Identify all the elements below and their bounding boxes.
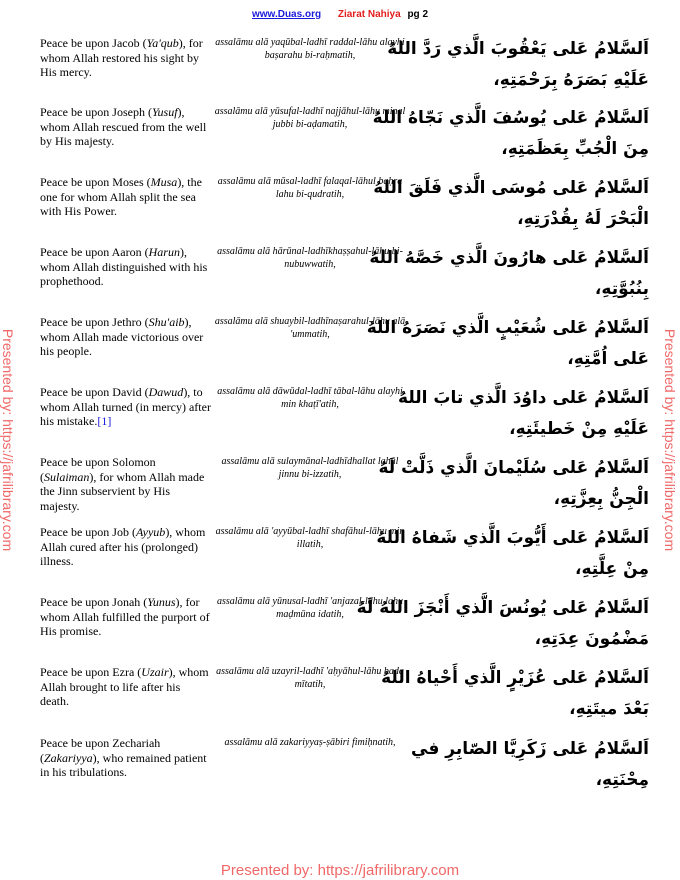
prophet-name: Ayyub [135,525,166,539]
arabic-text [378,453,649,515]
arabic-line-2: مِنْ عِلَّتِهِ، [574,559,649,579]
arabic-line-1: اَلسَّلامُ عَلى مُوسَى الَّذي فَلَقَ اللهُ [373,178,649,198]
arabic-line-2: بَعْدَ ميتَتِهِ، [569,699,649,719]
transliteration: assalāmu alā yūsufal-ladhī najjāhul-lāhu minal jubbi bi-aḍamatih, [214,106,406,130]
dua-row [0,245,680,311]
arabic-line-1: اَلسَّلامُ عَلى يُونُسَ الَّذي أَنْجَزَ اللهُ لَهُ [356,598,649,618]
dua-row [0,665,680,731]
translation-text-end: ), for whom Allah made the Jinn subservient by His majesty. [40,469,205,513]
english-translation [40,595,212,639]
english-translation [40,665,212,709]
prophet-name: Harun [148,245,180,259]
prophet-name: Shu'aib [148,315,185,329]
translation-text-start: Peace be upon Job ( [40,525,136,539]
translation-text-end: ), whom Allah made victorious over his people. [40,315,204,358]
translation-text-start: Peace be upon Joseph ( [40,105,152,119]
page-number: pg 2 [407,9,429,20]
transliteration: assalāmu alā hārūnal-ladhīkhaṣṣahul-lāhu bi-nubuwwatih, [217,246,403,270]
translation-text-end: ), the one for whom Allah split the sea with His Power. [40,175,202,218]
translation-text-start: Peace be upon Ezra ( [40,665,142,679]
translation-text-end: ), whom Allah rescued from the well by His majesty. [40,105,207,148]
dua-row [0,36,680,102]
prophet-name: Dawud [148,385,184,399]
arabic-line-1: اَلسَّلامُ عَلى شُعَيْبٍ الَّذي نَصَرَهُ اللهُ [366,318,649,338]
dua-row [0,385,680,451]
transliteration: assalāmu alā yaqūbal-ladhī raddal-lāhu alayhi baṣarahu bi-raḥmatih, [215,37,405,61]
translation-text-start: Peace be upon Moses ( [40,175,151,189]
arabic-text [381,663,649,725]
prophet-name: Sulaiman [44,469,90,484]
english-translation [40,455,212,513]
transliteration: assalāmu alā sulaymānal-ladhīdhallat lahul jinnu bi-izzatih, [221,456,399,480]
translation-text-end: ), who remained patient in his tribulations. [40,750,207,779]
footnote-link[interactable]: [1] [97,414,112,428]
arabic-line-2: مِنَ الْجُبِّ بِعَظَمَتِهِ، [501,139,649,159]
transliteration: assalāmu alā mūsal-ladhī falaqal-lāhul baḥra lahu bi-qudratih, [217,176,403,200]
english-translation [40,315,212,359]
arabic-line-2: بِنُبُوَّتِهِ، [594,279,649,299]
arabic-text [387,34,649,96]
prophet-name: Zakariyya [44,750,93,765]
arabic-text [372,103,649,165]
footer-watermark[interactable]: Presented by: https://jafrilibrary.com [220,862,460,879]
dua-row [0,105,680,171]
side-watermark-right: Presented by: https://jafrilibrary.com [662,328,678,552]
arabic-text [373,173,649,235]
translation-text-end: ), whom Allah cured after his (prolonged) illness. [40,525,206,568]
arabic-line-1: اَلسَّلامُ عَلى عُزَيْرٍ الَّذي أَحْياهُ اللهُ [381,668,649,688]
site-link[interactable]: www.Duas.org [251,9,322,20]
translation-text-start: Peace be upon Aaron ( [40,245,149,259]
translation-text-end: ), for whom Allah restored his sight by His mercy. [40,36,203,79]
arabic-text [356,593,649,655]
page-header [0,9,680,20]
arabic-line-1: اَلسَّلامُ عَلى داوُدَ الَّذي تابَ اللهُ [398,388,649,408]
dua-row [0,175,680,241]
arabic-line-2: الْجِنُّ بِعِزَّتِهِ، [553,489,649,509]
prophet-name: Musa [150,175,178,189]
english-translation [40,175,212,219]
arabic-text [398,383,649,445]
arabic-text [405,734,649,796]
translation-text-start: Peace be upon Jacob ( [40,36,147,50]
english-translation [40,525,212,569]
arabic-line-2: مِحْنَتِهِ، [595,770,649,790]
dua-row [0,736,680,802]
prophet-name: Yunus [147,595,176,609]
arabic-line-1: اَلسَّلامُ عَلى هارُونَ الَّذي خَصَّهُ اللهُ [369,248,649,268]
dua-row [0,595,680,661]
english-translation [40,385,212,429]
transliteration: assalāmu alā 'ayyūbal-ladhī shafāhul-lāhu min illatih, [215,526,405,550]
transliteration: assalāmu alā uzayril-ladhī 'aḥyāhul-lāhu bada mītatih, [216,666,404,690]
prophet-name: Yusuf [151,105,178,119]
translation-text-start: Peace be upon Zechariah ( [40,736,161,765]
dua-row [0,525,680,591]
arabic-line-1: اَلسَّلامُ عَلى زَكَرِيَّا الصّابِرِ في [411,739,649,759]
translation-text-start: Peace be upon Jethro ( [40,315,149,329]
arabic-text [376,523,649,585]
arabic-line-2: عَلَيْهِ بَصَرَهُ بِرَحْمَتِهِ، [493,70,649,90]
arabic-line-2: عَلَيْهِ مِنْ خَطيئَتِهِ، [509,419,649,439]
transliteration: assalāmu alā yūnusal-ladhī 'anjazal-lāhu lahu maḍmūna idatih, [216,596,404,620]
english-translation [40,245,212,289]
english-translation [40,736,212,780]
prophet-name: Uzair [141,665,169,679]
arabic-line-1: اَلسَّلامُ عَلى أَيُّوبَ الَّذي شَفاهُ اللهُ [376,528,649,548]
dua-row [0,315,680,381]
english-translation [40,105,212,149]
transliteration: assalāmu alā zakariyyaṣ-ṣābiri fimiḥnatih, [224,737,396,748]
arabic-line-1: اَلسَّلامُ عَلى سُلَيْمانَ الَّذي ذَلَّتْ لَهُ [378,458,649,478]
side-watermark-left: Presented by: https://jafrilibrary.com [0,328,16,552]
translation-text-end: ), for whom Allah fulfilled the purport of His promise. [40,595,210,638]
arabic-text [366,313,649,375]
transliteration: assalāmu alā dāwūdal-ladhī tābal-lāhu alayhi min khaṭī'atih, [217,386,403,410]
arabic-line-1: اَلسَّلامُ عَلى يَعْقُوبَ الَّذي رَدَّ اللهُ [387,39,649,59]
arabic-text [369,243,649,305]
document-title: Ziarat Nahiya [337,9,401,20]
translation-text-end: ), to whom Allah turned (in mercy) after his mistake. [40,385,211,428]
arabic-line-2: عَلى اُمَّتِهِ، [567,349,649,369]
translation-text-start: Peace be upon Jonah ( [40,595,148,609]
translation-text-end: ), whom Allah brought to life after his death. [40,665,209,708]
arabic-line-1: اَلسَّلامُ عَلى يُوسُفَ الَّذي نَجّاهُ اللهُ [372,108,649,128]
translation-text-start: Peace be upon Solomon ( [40,455,156,484]
english-translation [40,36,212,80]
arabic-line-2: الْبَحْرَ لَهُ بِقُدْرَتِهِ، [517,209,649,229]
prophet-name: Ya'qub [146,36,179,50]
arabic-line-2: مَضْمُونَ عِدَتِهِ، [534,629,649,649]
translation-text-start: Peace be upon David ( [40,385,149,399]
dua-row [0,455,680,521]
transliteration: assalāmu alā shuaybil-ladhīnaṣarahul-lāhu alā 'ummatih, [214,316,406,340]
translation-text-end: ), whom Allah distinguished with his prophethood. [40,245,208,288]
